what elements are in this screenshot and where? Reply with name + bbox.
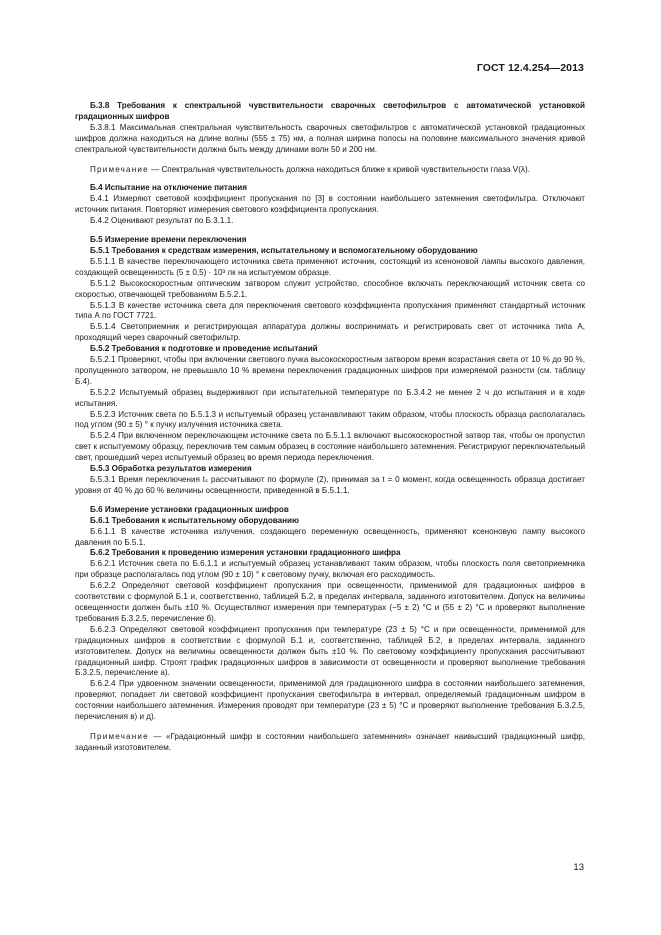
body-paragraph: Б.6.2.4 При удвоенном значении освещенности, применимой для градационного шифра в состоянии наибольшего затемнения, проверяют, попадает ли световой коэффициент пропускания светофильтра в интервал, определяемый градационным шифром в состоянии наибольшего затемнения. Измерения проводят при температуре (23 ± 5) °С и проверяют выполнение требования Б.3.2.5, перечисления в) и д). bbox=[75, 679, 585, 722]
section-heading: Б.3.8 Требования к спектральной чувствительности сварочных светофильтров с автоматической установкой градационных шифров bbox=[75, 101, 585, 121]
note-text: — Спектральная чувствительность должна находиться ближе к кривой чувствительности глаза V(λ). bbox=[148, 164, 530, 174]
subsection-heading: Б.5.3 Обработка результатов измерения bbox=[90, 464, 252, 474]
body-paragraph: Б.4.2 Оценивают результат по Б.3.1.1. bbox=[90, 216, 234, 226]
body-paragraph: Б.4.1 Измеряют световой коэффициент пропускания по [3] в состоянии наибольшего затемнения светофильтра. Отключают источник питания. Повторяют измерения светового коэффициента пропускания. bbox=[75, 194, 585, 215]
page-number: 13 bbox=[573, 862, 584, 873]
body-paragraph: Б.5.1.2 Высокоскоростным оптическим затвором служит устройство, способное включать переключающий источник света со скоростью, отвечающей требованиям Б.5.2.1. bbox=[75, 278, 585, 299]
note-label: Примечание bbox=[90, 731, 149, 741]
body-paragraph: Б.5.1.4 Светоприемник и регистрирующая аппаратура должны воспринимать и регистрировать свет от источника типа А, проходящий через сварочный светофильтр. bbox=[75, 322, 585, 343]
body-paragraph: Б.6.2.2 Определяют световой коэффициент пропускания при освещенности, применимой для градационных шифров в соответствии с формулой Б.1 и, соответственно, таблицей Б.2, в пределах интервала, заданного изготовителем. Допуск на величины освещенности должен быть ±10 %. Осуществляют измерения при температурах (−5 ± 2) °С и (55 ± 2) °С и проверяют выполнение требования Б.3.2.5, перечисление б). bbox=[75, 581, 585, 623]
note-label: Примечание bbox=[90, 164, 149, 174]
body-paragraph: Б.6.2.3 Определяют световой коэффициент пропускания при температуре (23 ± 5) °С и при освещенности, применимой для градационных шифров в соответствии с формулой Б.1 и, соответственно, таблицей Б.2, в пределах интервала, заданного изготовителем. Допуск на величины освещенности должен быть ±10 %. По световому коэффициенту пропускания рассчитывают градационный шифр. Строят график градационных шифров в зависимости от освещенности и проверяют выполнение требования Б.3.2.5, перечисление а). bbox=[75, 624, 585, 678]
note-paragraph bbox=[75, 732, 585, 754]
body-paragraph: Б.6.1.1 В качестве источника излучения, создающего переменную освещенность, применяют ксеноновую лампу высокого давления по Б.5.1. bbox=[75, 526, 585, 547]
body-paragraph: Б.5.1.1 В качестве переключающего источника света применяют источник, состоящий из ксеноновой лампы высокого давления, создающей освещенность (5 ± 0,5) · 10³ лк на испытуемом образце. bbox=[75, 256, 585, 277]
note-paragraph bbox=[75, 165, 585, 176]
document-header: ГОСТ 12.4.254—2013 bbox=[476, 62, 584, 74]
subsection-heading: Б.6.2 Требования к проведению измерения установки градационного шифра bbox=[90, 548, 401, 558]
body-paragraph: Б.5.2.4 При включенном переключающем источнике света по Б.5.1.1 включают высокоскоростной затвор так, чтобы он пропустил свет к испытуемому образцу, переключив тем самым образец в состояние наибольшего затемнения. Регистрируют переключательный свет, прошедший через испытуемый образец во время периода переключения. bbox=[75, 431, 585, 463]
body-paragraph: Б.6.2.1 Источник света по Б.6.1.1 и испытуемый образец устанавливают таким образом, чтобы плоскость поля светоприемника при образце располагалась под углом (90 ± 10) ° к световому пучку, включая его расходимость. bbox=[75, 559, 585, 580]
body-paragraph: Б.5.2.2 Испытуемый образец выдерживают при испытательной температуре по Б.3.4.2 не менее 2 ч до испытания и в ходе испытания. bbox=[75, 387, 585, 408]
document-body bbox=[75, 93, 585, 754]
section-heading: Б.4 Испытание на отключение питания bbox=[90, 183, 247, 193]
subsection-heading: Б.5.1 Требования к средствам измерения, испытательному и вспомогательному оборудованию bbox=[90, 245, 478, 255]
body-paragraph: Б.5.2.1 Проверяют, чтобы при включении светового пучка высокоскоростным затвором время возрастания света от 10 % до 90 %, пропущенного затвором, не превышало 10 % времени переключения градационных шифров при измеряемой разности (см. таблицу Б.4). bbox=[75, 355, 585, 386]
body-paragraph: Б.5.1.3 В качестве источника света для переключения светового коэффициента пропускания применяют стандартный источник типа А по ГОСТ 7721. bbox=[75, 300, 585, 321]
section-heading: Б.6 Измерение установки градационных шифров bbox=[90, 504, 289, 514]
body-paragraph: Б.3.8.1 Максимальная спектральная чувствительность сварочных светофильтров с автоматической установкой градационных шифров должна находиться на длине волны (555 ± 75) нм, а полная ширина полосы на половине максимального значения кривой спектральной чувствительности должна быть между длинами волн 50 и 200 нм. bbox=[75, 122, 585, 154]
subsection-heading: Б.5.2 Требования к подготовке и проведение испытаний bbox=[90, 344, 318, 354]
body-paragraph: Б.5.2.3 Источник света по Б.5.1.3 и испытуемый образец устанавливают таким образом, чтобы плоскость образца располагалась под углом (90 ± 5) ° к пучку излучения источника света. bbox=[75, 409, 585, 430]
section-heading: Б.5 Измерение времени переключения bbox=[90, 235, 247, 245]
body-paragraph: Б.5.3.1 Время переключения tₛ рассчитывают по формуле (2), принимая за t = 0 момент, когда освещенность образца достигает уровня от 40 % до 60 % величины освещенности, приведенной в Б.5.1.1. bbox=[75, 475, 585, 495]
subsection-heading: Б.6.1 Требования к испытательному оборудованию bbox=[90, 515, 299, 525]
note-text: — «Градационный шифр в состоянии наибольшего затемнения» означает наивысший градационный шифр, заданный изготовителем. bbox=[75, 731, 585, 752]
